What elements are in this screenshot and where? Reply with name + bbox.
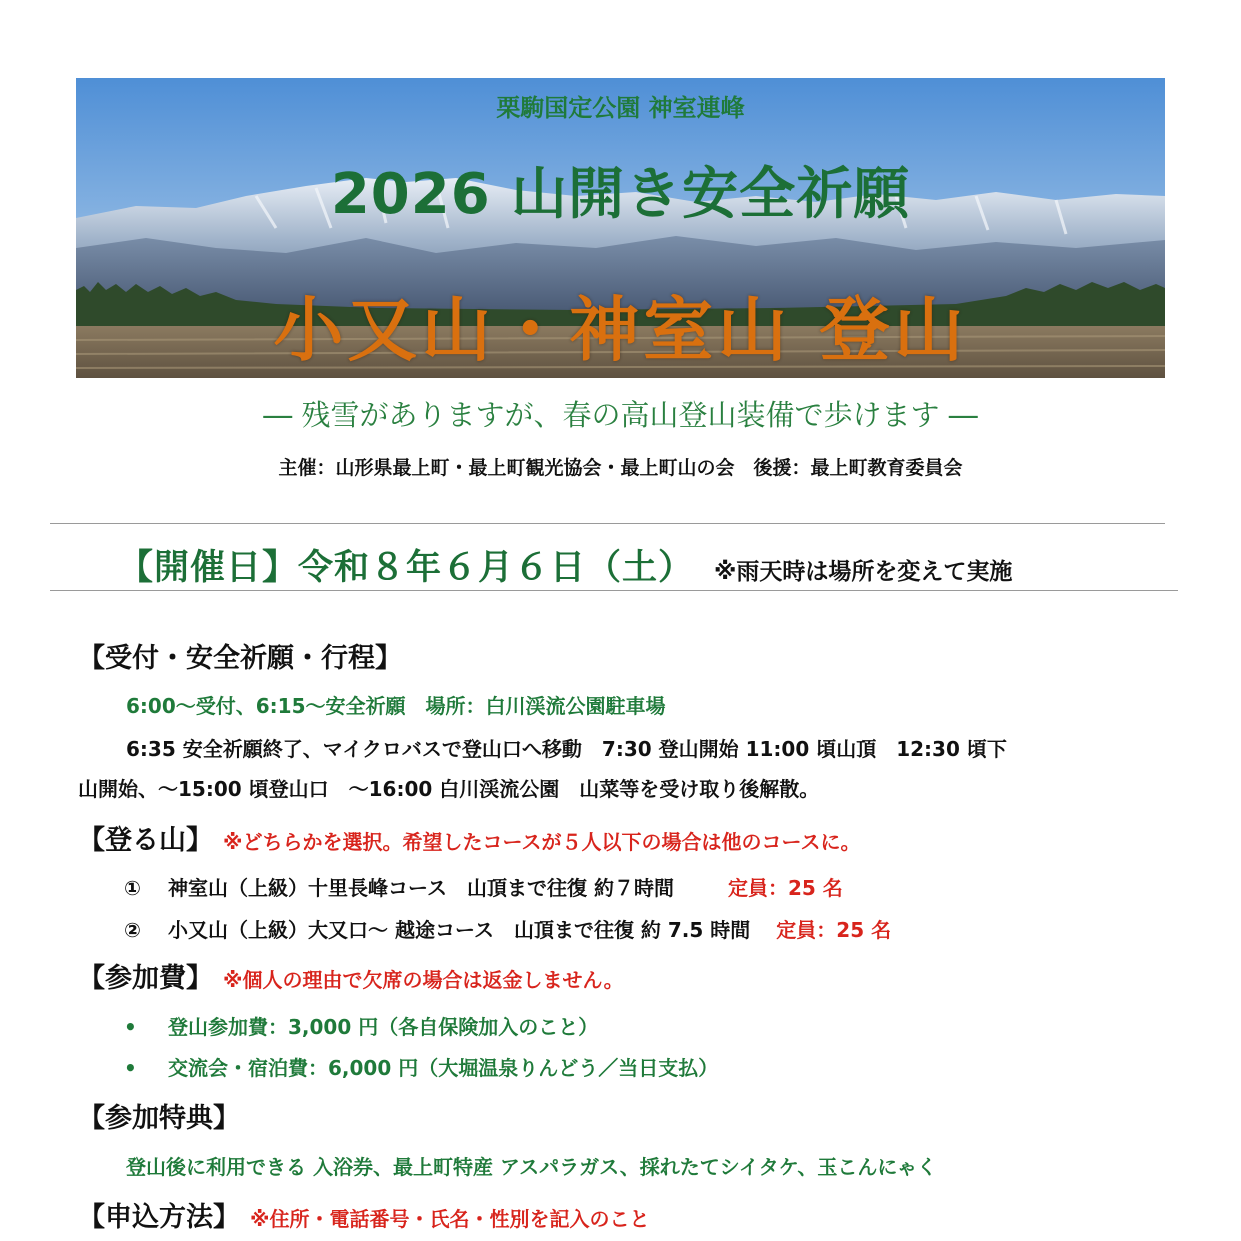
- course-number: ②: [124, 918, 141, 942]
- course-item: [124, 872, 843, 901]
- fee-bullet: •: [124, 1015, 137, 1039]
- schedule-heading: 【受付・安全祈願・行程】: [78, 643, 402, 674]
- fees-heading-row: [78, 956, 624, 995]
- hero-banner: [76, 78, 1165, 378]
- schedule-line-3: 山開始、～15:00 頃登山口 ～16:00 白川渓流公園 山菜等を受け取り後解散。: [78, 777, 820, 801]
- course-capacity: 定員：25 名: [776, 918, 892, 942]
- application-heading: 【申込方法】: [78, 1202, 240, 1233]
- application-note: ※住所・電話番号・氏名・性別を記入のこと: [250, 1207, 650, 1231]
- tagline: ― 残雪がありますが、春の高山登山装備で歩けます ―: [263, 398, 978, 432]
- hero-main-title: 小又山・神室山 登山: [273, 289, 968, 371]
- benefits-heading-row: [78, 1096, 240, 1135]
- course-capacity: 定員：25 名: [727, 876, 843, 900]
- schedule-heading-row: [78, 636, 402, 675]
- schedule-line-1: 6:00～受付、6:15～安全祈願 場所：白川渓流公園駐車場: [126, 694, 666, 718]
- courses-note: ※どちらかを選択。希望したコースが５人以下の場合は他のコースに。: [223, 830, 861, 854]
- fee-text: 交流会・宿泊費：6,000 円（大堀温泉りんどう／当日支払）: [168, 1056, 719, 1080]
- course-item: [124, 914, 891, 943]
- fee-item: [124, 1052, 718, 1081]
- courses-heading-row: [78, 818, 860, 857]
- courses-heading: 【登る山】: [78, 825, 213, 856]
- event-date-note: ※雨天時は場所を変えて実施: [714, 559, 1013, 585]
- event-date-row: [118, 540, 1012, 590]
- benefits-text: 登山後に利用できる 入浴券、最上町特産 アスパラガス、採れたてシイタケ、玉こんにゃく: [126, 1155, 937, 1179]
- application-heading-row: [78, 1195, 649, 1234]
- fees-heading: 【参加費】: [78, 963, 213, 994]
- fee-text: 登山参加費：3,000 円（各自保険加入のこと）: [168, 1015, 599, 1039]
- organizers: 主催：山形県最上町・最上町観光協会・最上町山の会 後援：最上町教育委員会: [278, 457, 963, 479]
- divider-top: [50, 523, 1165, 524]
- fee-bullet: •: [124, 1056, 137, 1080]
- benefits-heading: 【参加特典】: [78, 1103, 240, 1134]
- hero-title: 2026 山開き安全祈願: [330, 162, 911, 227]
- event-date: 【開催日】令和８年６月６日（土）: [118, 548, 695, 588]
- fee-item: [124, 1011, 598, 1040]
- fees-note: ※個人の理由で欠席の場合は返金しません。: [223, 968, 624, 992]
- course-number: ①: [124, 876, 141, 900]
- hero-subtitle: 栗駒国定公園 神室連峰: [496, 94, 745, 122]
- divider-bottom: [50, 590, 1178, 591]
- course-text: 小又山（上級）大又口～ 越途コース 山頂まで往復 約 7.5 時間: [168, 918, 751, 942]
- schedule-line-2: 6:35 安全祈願終了、マイクロバスで登山口へ移動 7:30 登山開始 11:00 頃山頂 12:30 頃下: [126, 737, 1007, 761]
- course-text: 神室山（上級）十里長峰コース 山頂まで往復 約７時間: [168, 876, 674, 900]
